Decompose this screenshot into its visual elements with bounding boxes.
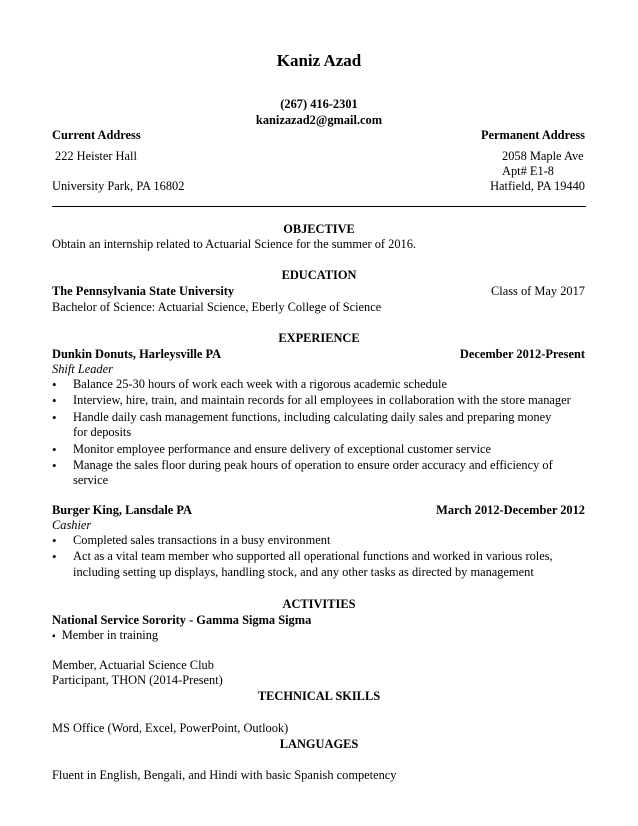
experience-heading: EXPERIENCE [278, 331, 360, 345]
bullet-icon: • [52, 458, 57, 474]
bullet-icon: ▪ [52, 631, 56, 642]
job-dates: March 2012-December 2012 [436, 503, 585, 517]
job-title: Cashier [52, 518, 92, 532]
list-item [52, 442, 586, 457]
current-address-line1: 222 Heister Hall [55, 149, 137, 163]
job-dates: December 2012-Present [459, 347, 585, 361]
activity-item-text: Member in training [61, 628, 159, 642]
languages-text: Fluent in English, Bengali, and Hindi with basic Spanish competency [52, 768, 397, 782]
degree-text: Bachelor of Science: Actuarial Science, Eberly College of Science [52, 300, 382, 314]
activity-line: Member, Actuarial Science Club [52, 658, 214, 672]
skills-text: MS Office (Word, Excel, PowerPoint, Outlook) [52, 721, 289, 735]
school-name: The Pennsylvania State University [52, 284, 235, 298]
job-employer: Burger King, Lansdale PA [52, 503, 192, 517]
list-item [52, 410, 586, 441]
bullet-icon: • [52, 409, 57, 425]
bullet-text: Act as a vital team member who supported all operational functions and worked in various roles, including setting up displays, handling stock, and any other tasks as directed by management [73, 549, 553, 579]
bullet-text: Balance 25-30 hours of work each week with a rigorous academic schedule [73, 377, 447, 391]
bullet-icon: • [52, 377, 57, 392]
bullet-icon: • [52, 393, 57, 409]
permanent-address-label: Permanent Address [480, 128, 585, 142]
bullet-text: Monitor employee performance and ensure delivery of exceptional customer service [73, 441, 492, 456]
activities-heading: ACTIVITIES [282, 597, 356, 611]
bullet-text: Completed sales transactions in a busy environment [73, 533, 331, 547]
list-item [52, 533, 586, 548]
current-address-label: Current Address [52, 128, 141, 142]
job-bullet-list [52, 533, 586, 580]
permanent-address-line2: Apt# E1-8 [502, 164, 554, 178]
bullet-icon: • [52, 549, 57, 565]
phone-number: (267) 416-2301 [280, 97, 358, 111]
header-divider [52, 206, 586, 207]
bullet-text: Manage the sales floor during peak hours of operation to ensure order accuracy and efficiency of service [73, 458, 553, 488]
bullet-text: Handle daily cash management functions, including calculating daily sales and preparing money for deposits [73, 409, 552, 440]
candidate-name: Kaniz Azad [276, 51, 362, 70]
permanent-address-line3: Hatfield, PA 19440 [490, 179, 585, 193]
bullet-icon: • [52, 533, 57, 548]
list-item [52, 458, 586, 489]
activity-organization: National Service Sorority - Gamma Sigma Sigma [52, 613, 312, 627]
list-item [52, 377, 586, 392]
education-heading: EDUCATION [281, 268, 357, 282]
bullet-text: Interview, hire, train, and maintain records for all employees in collaboration with the store manager [73, 393, 571, 408]
objective-heading: OBJECTIVE [283, 222, 355, 236]
job-bullet-list [52, 377, 586, 489]
bullet-icon: • [52, 441, 57, 457]
job-title: Shift Leader [52, 362, 113, 376]
activity-line: Participant, THON (2014-Present) [52, 673, 223, 687]
list-item [52, 549, 586, 580]
activity-item [52, 628, 158, 644]
objective-text: Obtain an internship related to Actuarial Science for the summer of 2016. [52, 237, 417, 251]
graduation-class: Class of May 2017 [491, 284, 585, 298]
languages-heading: LANGUAGES [279, 737, 359, 751]
permanent-address-line1: 2058 Maple Ave [502, 149, 584, 163]
skills-heading: TECHNICAL SKILLS [257, 689, 381, 703]
list-item [52, 393, 586, 408]
email-address: kanizazad2@gmail.com [255, 113, 383, 127]
job-employer: Dunkin Donuts, Harleysville PA [52, 347, 222, 361]
current-address-line2: University Park, PA 16802 [52, 179, 185, 193]
